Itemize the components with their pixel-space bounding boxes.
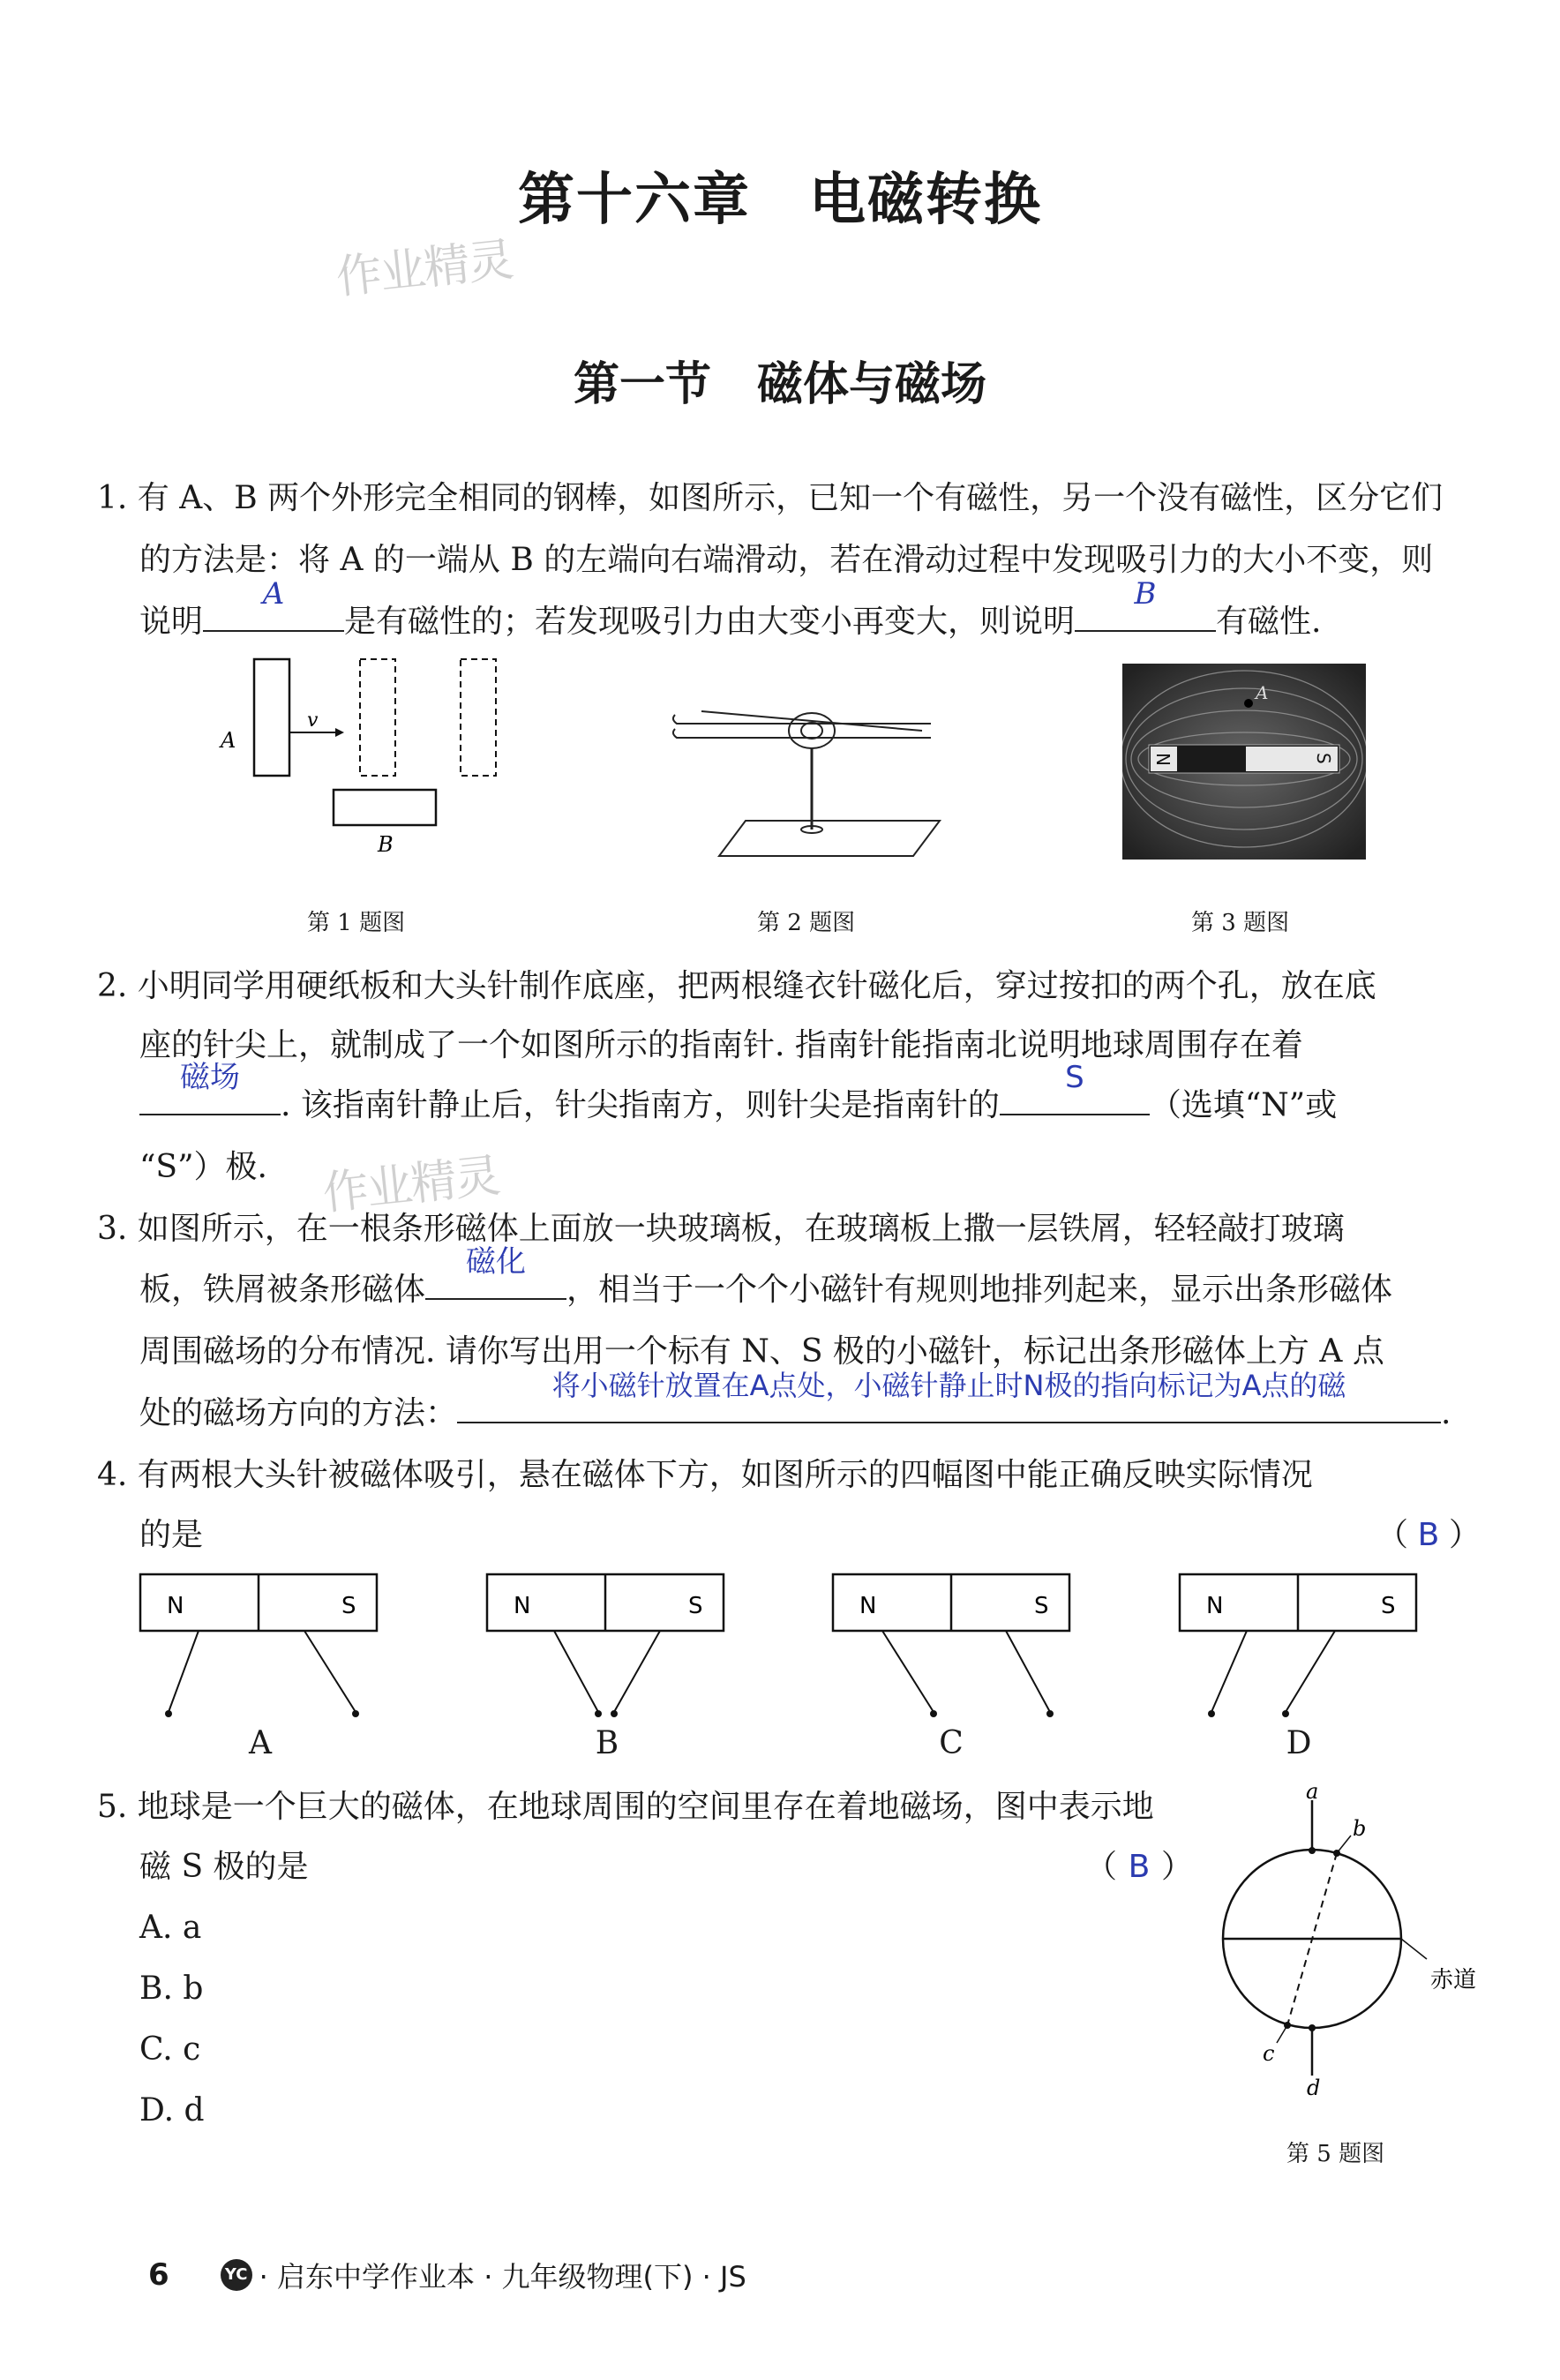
q5-line2: 磁 S 极的是 [139,1849,309,1885]
q1-answer1: A [262,576,285,612]
q2-line1: 2. 小明同学用硬纸板和大头针制作底座，把两根缝衣针磁化后，穿过按扣的两个孔，放在底 [97,968,1376,1004]
q4-option-a-figure [137,1571,393,1730]
q5-option-c: C. c [139,2031,201,2068]
equator-label: 赤道 [1430,1967,1477,1993]
q4a-s: S [341,1593,356,1619]
q1-blank2 [1075,576,1216,632]
q4-option-b-label: B [595,1725,619,1761]
q1-figure2 [666,697,957,865]
fig3-label-n: N [1152,753,1174,766]
q1-line2: 的方法是：将 A 的一端从 B 的左端向右端滑动，若在滑动过程中发现吸引力的大小不变，则 [139,542,1434,578]
page-number: 6 [148,2257,169,2293]
q4c-s: S [1034,1593,1049,1619]
footer [148,2255,746,2295]
q3-line4-end: . [1441,1395,1451,1431]
q3-line2 [139,1244,1393,1321]
q5-earth-figure [1196,1783,1496,2100]
q4-answer: B [1417,1517,1440,1553]
fig1-label-v: v [307,709,319,732]
q3-line3: 周围磁场的分布情况. 请你写出用一个标有 N、S 极的小磁针，标记出条形磁体上方 A 点 [139,1333,1384,1370]
q4-option-d-label: D [1286,1725,1312,1761]
fig3-label-s: S [1313,753,1334,764]
q3-line2-a: 板，铁屑被条形磁体 [139,1272,426,1308]
q2-line3-b: . 该指南针静止后，针尖指南方，则针尖是指南针的 [281,1087,1000,1123]
q3-line4 [139,1369,1451,1445]
q4d-s: S [1381,1593,1396,1619]
q5-option-b: B. b [139,1971,204,2007]
q3-line4-a: 处的磁场方向的方法： [139,1395,458,1431]
chapter-title: 第十六章 电磁转换 [518,168,1042,233]
bar-b [334,790,436,825]
q1-line3-b: 是有磁性的；若发现吸引力由大变小再变大，则说明 [344,604,1076,640]
q4-option-c-figure [829,1571,1085,1730]
earth-label-d: d [1307,2076,1321,2100]
q4-line1: 4. 有两根大头针被磁体吸引，悬在磁体下方，如图所示的四幅图中能正确反映实际情况 [97,1457,1313,1493]
q1-figure1 [212,649,529,878]
watermark-2: 作业精灵 [319,1149,502,1221]
q4b-n: N [514,1593,531,1619]
q4d-n: N [1206,1593,1224,1619]
q1-answer2: B [1134,576,1157,612]
q2-line4: “S”）极. [139,1149,267,1185]
q1-line1: 1. 有 A、B 两个外形完全相同的钢棒，如图所示，已知一个有磁性，另一个没有磁性，区分它们 [97,480,1444,516]
q2-answer1: 磁场 [180,1060,240,1095]
q4b-s: S [688,1593,703,1619]
q1-figure3 [1122,664,1366,860]
q3-blank2 [457,1369,1441,1423]
q2-blank1 [139,1060,281,1115]
q4-line2: 的是 [139,1517,204,1553]
footer-text: · 启东中学作业本 · 九年级物理(下) · JS [259,2260,746,2294]
section-title: 第一节 磁体与磁场 [573,358,986,411]
earth-label-b: b [1353,1816,1367,1841]
earth-label-a: a [1306,1783,1319,1804]
q1-line3-c: 有磁性. [1216,604,1322,640]
fig1-caption: 第 1 题图 [307,910,406,936]
q3-line1: 3. 如图所示，在一根条形磁体上面放一块玻璃板，在玻璃板上撒一层铁屑，轻轻敲打玻璃 [97,1211,1345,1247]
fig3-label-a: A [1256,682,1269,703]
q5-line1: 5. 地球是一个巨大的磁体，在地球周围的空间里存在着地磁场，图中表示地 [97,1789,1154,1825]
fig2-caption: 第 2 题图 [757,910,856,936]
fig5-caption: 第 5 题图 [1286,2141,1385,2167]
q2-blank2 [1000,1060,1150,1115]
q3-answer2: 将小磁针放置在A点处，小磁针静止时N极的指向标记为A点的磁 [551,1369,1346,1402]
q1-blank1 [203,576,344,632]
fig1-label-b: B [378,832,394,857]
q3-answer1: 磁化 [466,1244,527,1280]
q2-line3-c: （选填“N”或 [1149,1087,1338,1123]
fig1-label-a: A [221,728,236,753]
q3-blank1 [425,1244,566,1300]
q2-answer2: S [1065,1060,1084,1095]
q4-option-a-label: A [249,1725,272,1761]
q5-option-d: D. d [139,2092,205,2128]
q5-answer-paren: （ B ） [1085,1836,1193,1898]
q3-line2-b: ，相当于一个个小磁针有规则地排列起来，显示出条形磁体 [566,1272,1393,1308]
q1-line3 [139,576,1322,653]
q2-line3 [139,1060,1338,1137]
q4a-n: N [167,1593,184,1619]
q4-option-d-figure [1176,1571,1432,1730]
fig3-caption: 第 3 题图 [1191,910,1290,936]
q4c-n: N [859,1593,877,1619]
publisher-logo: YC [221,2259,252,2291]
q5-answer: B [1128,1849,1151,1885]
q5-option-a: A. a [139,1910,202,1946]
q1-line3-a: 说明 [139,604,204,640]
q2-line2: 座的针尖上，就制成了一个如图所示的指南针. 指南针能指南北说明地球周围存在着 [139,1027,1303,1063]
earth-label-c: c [1263,2041,1275,2066]
q4-answer-paren: （ B ） [1376,1505,1481,1566]
q4-option-b-figure [484,1571,739,1730]
bar-a [254,659,289,776]
watermark: 作业精灵 [333,233,515,305]
q4-option-c-label: C [939,1725,964,1761]
